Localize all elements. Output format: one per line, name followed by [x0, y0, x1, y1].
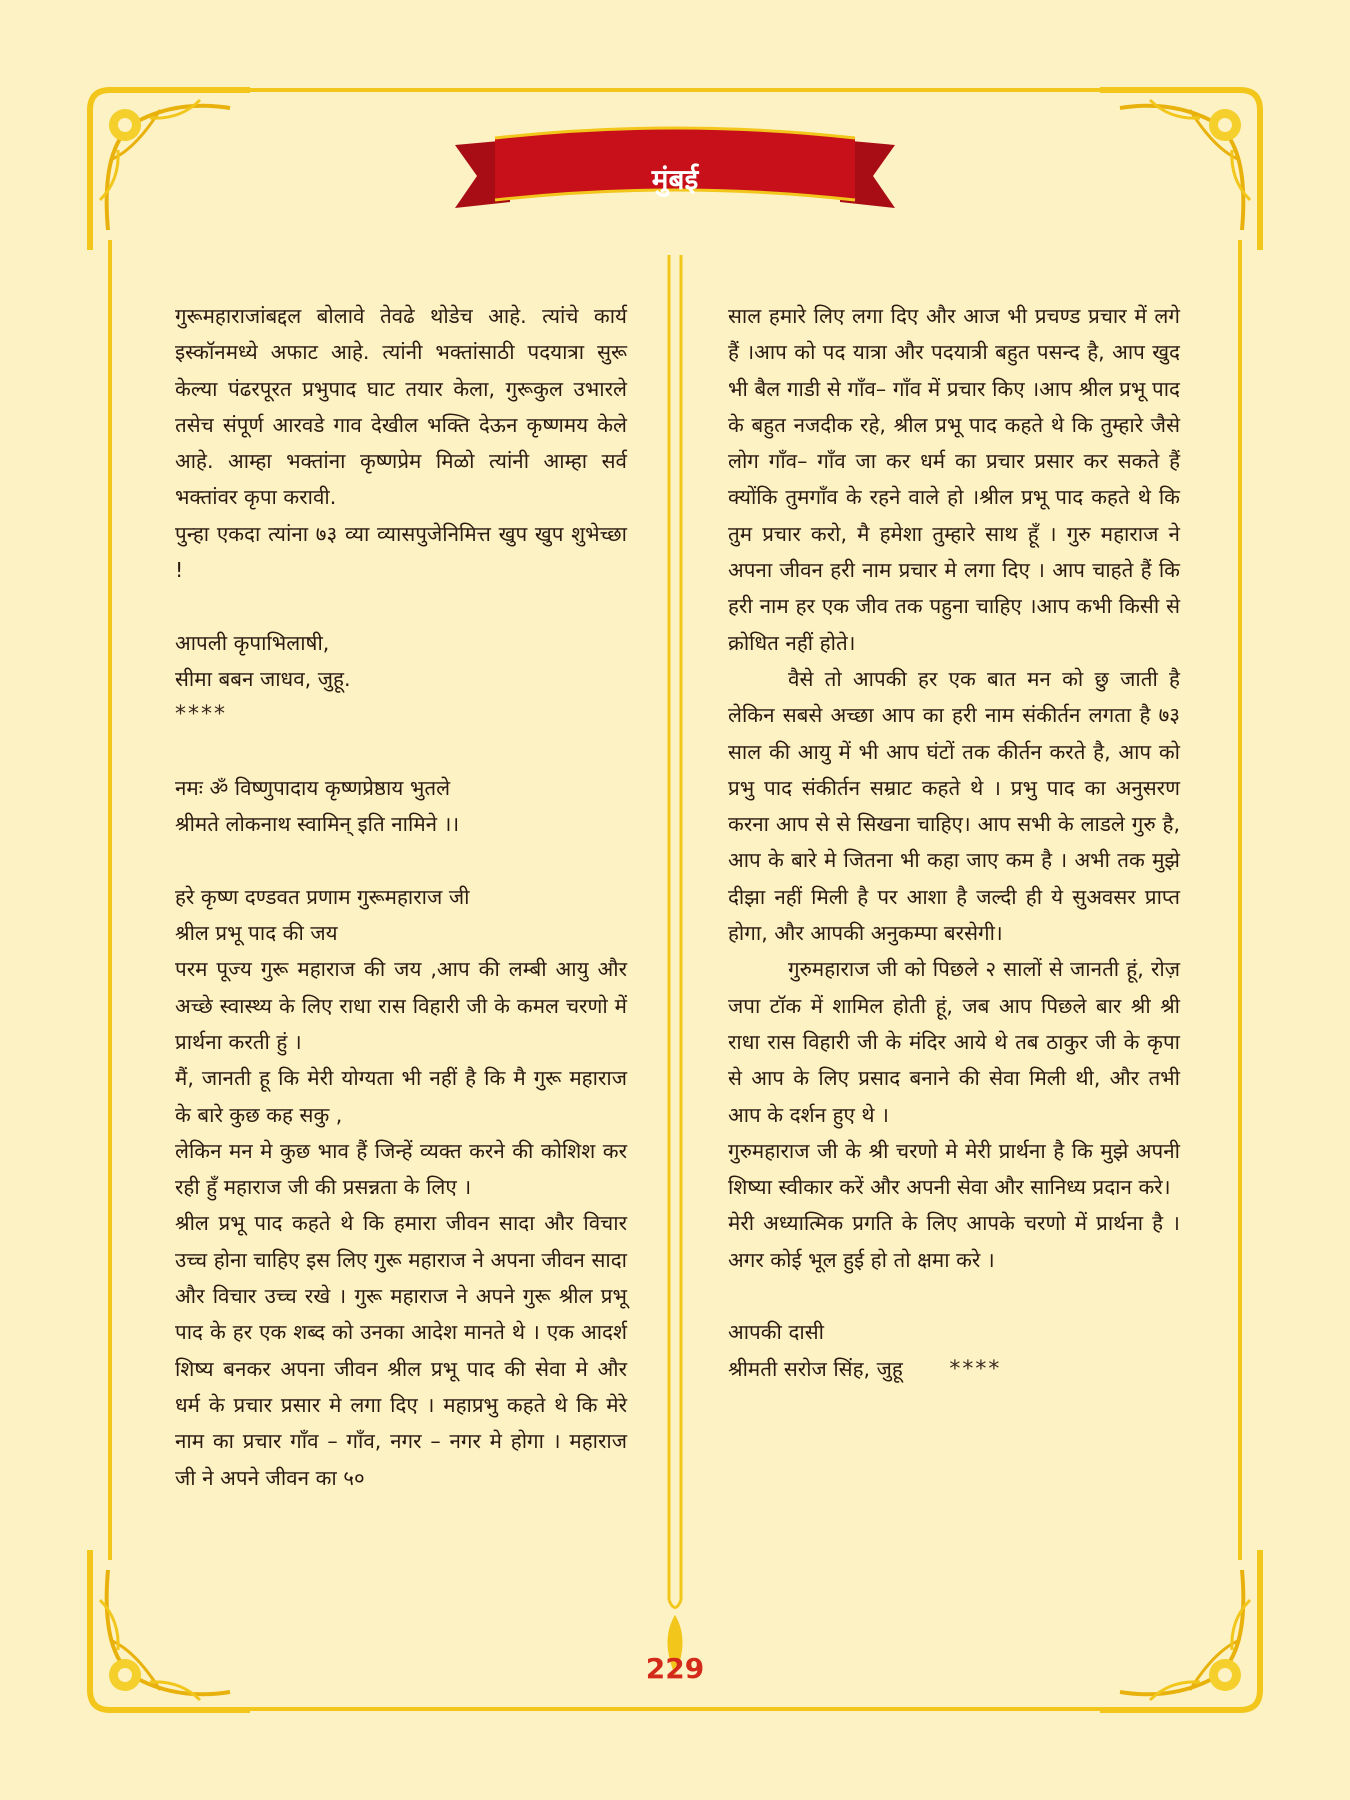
signature-name: श्रीमती सरोज सिंह, जुहू — [728, 1356, 903, 1381]
corner-ornament-top-left — [80, 80, 260, 260]
corner-ornament-top-right — [1090, 80, 1270, 260]
body-paragraph: श्रील प्रभू पाद कहते थे कि हमारा जीवन सादा और विचार उच्च होना चाहिए इस लिए गुरू महाराज ने अपना जीवन सादा और विचार उच्च रखे । गुरू महाराज ने अपने गुरू श्रील प्रभू पाद के हर एक शब्द को उनका आदेश मानते थे । एक आदर्श शिष्य बनकर अपना जीवन श्रील प्रभू पाद की सेवा मे और धर्म के प्रचार प्रसार मे लगा दिए । महाप्रभु कहते थे कि मेरे नाम का प्रचार गाँव – गाँव, नगर – नगर मे होगा । महाराज जी ने अपने जीवन का ५० — [175, 1211, 627, 1490]
body-paragraph: गुरुमहाराज जी को पिछले २ सालों से जानती हूं, रोज़ जपा टॉक में शामिल होती हूं, जब आप पिछले बार श्री श्री राधा रास विहारी जी के मंदिर आये थे तब ठाकुर जी के कृपा से आप के लिए प्रसाद बनाने की सेवा मिली थी, और तभी आप के दर्शन हुए थे । — [728, 957, 1180, 1127]
body-paragraph: साल हमारे लिए लगा दिए और आज भी प्रचण्ड प्रचार में लगे हैं ।आप को पद यात्रा और पदयात्री बहुत पसन्द है, आप खुद भी बैल गाडी से गाँव– गाँव में प्रचार किए ।आप श्रील प्रभू पाद के बहुत नजदीक रहे, श्रील प्रभू पाद कहते थे कि तुम्हारे जैसे लोग गाँव– गाँव जा कर धर्म का प्रचार प्रसार कर सकते हैं क्योंकि तुमगाँव के रहने वाले हो ।श्रील प्रभू पाद कहते थे कि तुम प्रचार करो, मै हमेशा तुम्हारे साथ हूँ । गुरु महाराज ने अपना जीवन हरी नाम प्रचार मे लगा दिए । आप चाहते हैं कि हरी नाम हर एक जीव तक पहुना चाहिए ।आप कभी किसी से क्रोधित नहीं होते। — [728, 304, 1180, 655]
corner-ornament-bottom-right — [1090, 1540, 1270, 1720]
verse-line: नमः ॐ विष्णुपादाय कृष्णप्रेष्ठाय भुतले — [175, 775, 451, 800]
frame-top-line — [175, 88, 1175, 92]
body-paragraph: मेरी अध्यात्मिक प्रगति के लिए आपके चरणो में प्रार्थना है ।अगर कोई भूल हुई हो तो क्षमा करे । — [728, 1211, 1180, 1272]
body-paragraph: परम पूज्य गुरू महाराज की जय ,आप की लम्बी आयु और अच्छे स्वास्थ्य के लिए राधा रास विहारी जी के कमल चरणो में प्रार्थना करती हुं । — [175, 957, 627, 1054]
greeting-line: हरे कृष्ण दण्डवत प्रणाम गुरूमहाराज जी — [175, 884, 470, 909]
body-paragraph: गुरुमहाराज जी के श्री चरणो मे मेरी प्रार्थना है कि मुझे अपनी शिष्या स्वीकार करें और अपनी सेवा और सानिध्य प्रदान करे। — [728, 1138, 1180, 1200]
right-text-column — [728, 298, 1180, 1388]
body-paragraph: मैं, जानती हू कि मेरी योग्यता भी नहीं है कि मै गुरू महाराज के बारे कुछ कह सकु , — [175, 1066, 627, 1127]
body-paragraph: लेकिन मन मे कुछ भाव हैं जिन्हें व्यक्त करने की कोशिश कर रही हुँ महाराज जी की प्रसन्नता के लिए । — [175, 1138, 627, 1200]
column-divider — [660, 255, 690, 1675]
page-title: मुंबई — [651, 163, 699, 196]
left-text-column — [175, 298, 627, 1496]
frame-right-line — [1238, 240, 1242, 1560]
frame-left-line — [108, 240, 112, 1560]
body-paragraph: वैसे तो आपकी हर एक बात मन को छु जाती है लेकिन सबसे अच्छा आप का हरी नाम संकीर्तन लगता है ७३ साल की आयु में भी आप घंटों तक कीर्तन करते है, आप को प्रभु पाद संकीर्तन सम्राट कहते थे । प्रभु पाद का अनुसरण करना आप से से सिखना चाहिए। आप सभी के लाडले गुरु है, आप के बारे मे जितना भी कहा जाए कम है । अभी तक मुझे दीझा नहीं मिली है पर आशा है जल्दी ही ये सुअवसर प्राप्त होगा, और आपकी अनुकम्पा बरसेगी। — [728, 666, 1180, 946]
signature-line — [728, 1351, 1180, 1388]
closing-line: आपली कृपाभिलाषी, — [175, 630, 330, 655]
signature-line: सीमा बबन जाधव, जुहू. — [175, 666, 351, 691]
separator-stars: **** — [949, 1356, 1002, 1382]
closing-line: आपकी दासी — [728, 1320, 824, 1345]
greeting-line: श्रील प्रभू पाद की जय — [175, 921, 338, 946]
corner-ornament-bottom-left — [80, 1540, 260, 1720]
body-paragraph: पुन्हा एकदा त्यांना ७३ व्या व्यासपुजेनिमित्त खुप खुप शुभेच्छा ! — [175, 521, 627, 583]
page-number: 229 — [645, 1652, 705, 1685]
separator-stars: **** — [175, 702, 227, 728]
body-paragraph: गुरूमहाराजांबद्दल बोलावे तेवढे थोडेच आहे. त्यांचे कार्य इस्कॉनमध्ये अफाट आहे. त्यांनी भक्तांसाठी पदयात्रा सुरू केल्या पंढरपूरत प्रभुपाद घाट तयार केला, गुरूकुल उभारले तसेच संपूर्ण आरवडे गाव देखील भक्ति देऊन कृष्णमय केले आहे. आम्हा भक्तांना कृष्णप्रेम मिळो त्यांनी आम्हा सर्व भक्तांवर कृपा करावी. — [175, 304, 627, 510]
verse-line: श्रीमते लोकनाथ स्वामिन् इति नामिने ।। — [175, 812, 460, 837]
frame-bottom-line — [175, 1707, 1175, 1711]
